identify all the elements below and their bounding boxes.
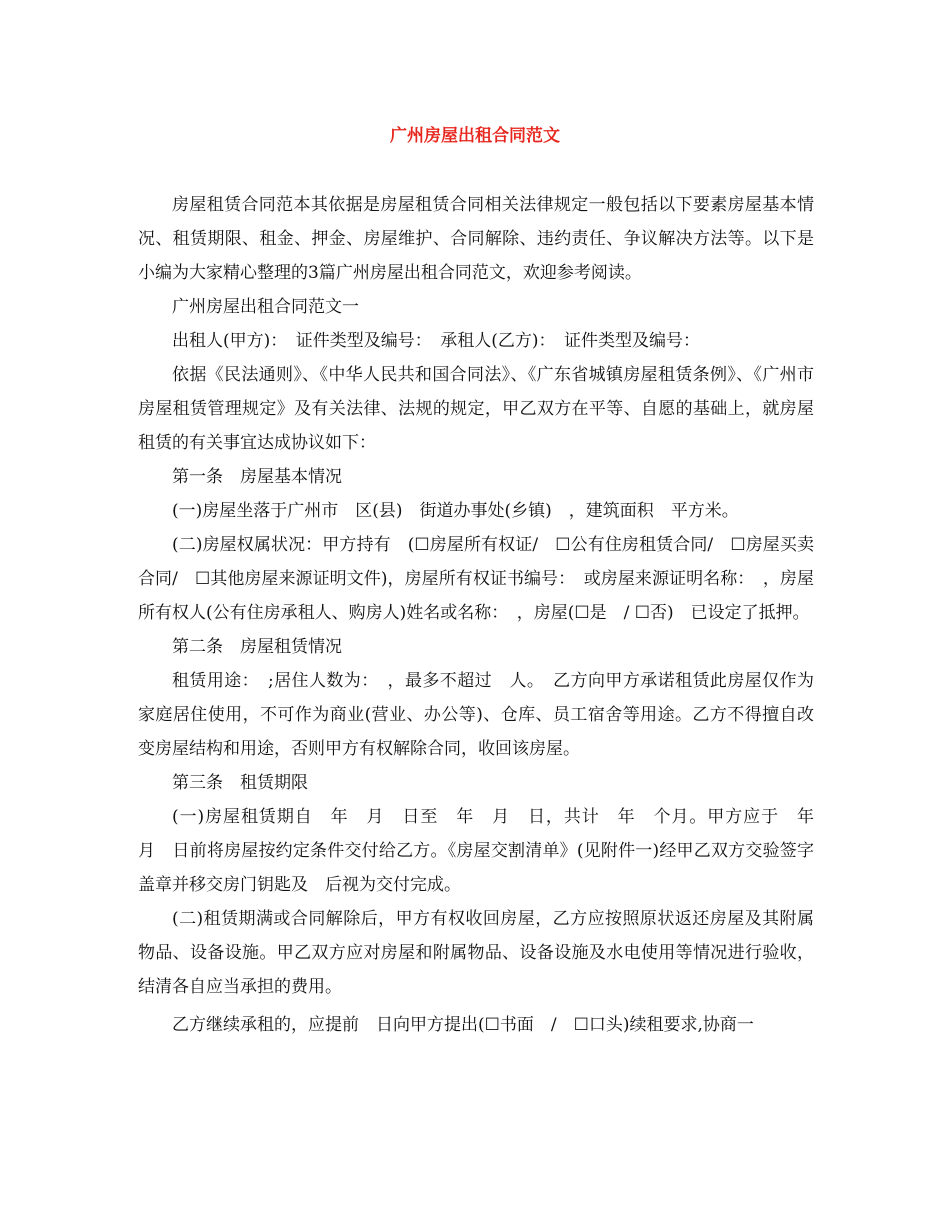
paragraph-article-2-body: 租赁用途： ;居住人数为： ，最多不超过 人。 乙方向甲方承诺租赁此房屋仅作为家庭居住使用，不可作为商业(营业、办公等)、仓库、员工宿舍等用途。乙方不得擅自改变房屋结构和用途，否则甲方有权解除合同，收回该房屋。 [138, 671, 814, 759]
paragraph-section-heading: 广州房屋出租合同范文一 [172, 297, 359, 317]
paragraph-article-3-item-2: (二)租赁期满或合同解除后，甲方有权收回房屋，乙方应按照原状返还房屋及其附属物品、设备设施。甲乙双方应对房屋和附属物品、设备设施及水电使用等情况进行验收，结清各自应当承担的费用。 [138, 909, 814, 997]
paragraph-article-3-item-1: (一)房屋租赁期自 年 月 日至 年 月 日，共计 年 个月。甲方应于 年 月 日前将房屋按约定条件交付给乙方。《房屋交割清单》(见附件一)经甲乙双方交验签字盖章并移交房门钥匙及 后视为交付完成。 [138, 807, 831, 895]
paragraph-article-1-item-2: (二)房屋权属状况：甲方持有 (☐房屋所有权证/ ☐公有住房租赁合同/ ☐房屋买卖合同/ ☐其他房屋来源证明文件)，房屋所有权证书编号： 或房屋来源证明名称： ，房屋所有权人(公有住房承租人、购房人)姓名或名称： ，房屋(☐是 / ☐否) 已设定了抵押。 [138, 535, 814, 623]
document-title: 广州房屋出租合同范文 [390, 126, 560, 146]
document-body [138, 188, 831, 1042]
paragraph-parties: 出租人(甲方)： 证件类型及编号： 承租人(乙方)： 证件类型及编号： [172, 331, 701, 351]
paragraph-intro: 房屋租赁合同范本其依据是房屋租赁合同相关法律规定一般包括以下要素房屋基本情况、租赁期限、租金、押金、房屋维护、合同解除、违约责任、争议解决方法等。以下是小编为大家精心整理的3篇广州房屋出租合同范文，欢迎参考阅读。 [138, 195, 814, 283]
paragraph-article-1-heading: 第一条 房屋基本情况 [172, 467, 342, 487]
paragraph-renewal: 乙方继续承租的，应提前 日向甲方提出(☐书面 / ☐口头)续租要求,协商一 [172, 1015, 754, 1035]
paragraph-article-3-heading: 第三条 租赁期限 [172, 773, 308, 793]
paragraph-legal-basis: 依据《民法通则》、《中华人民共和国合同法》、《广东省城镇房屋租赁条例》、《广州市房屋租赁管理规定》及有关法律、法规的规定，甲乙双方在平等、自愿的基础上，就房屋租赁的有关事宜达成协议如下： [138, 365, 814, 453]
paragraph-article-2-heading: 第二条 房屋租赁情况 [172, 637, 342, 657]
paragraph-article-1-item-1: (一)房屋坐落于广州市 区(县) 街道办事处(乡镇) ，建筑面积 平方米。 [172, 501, 739, 521]
